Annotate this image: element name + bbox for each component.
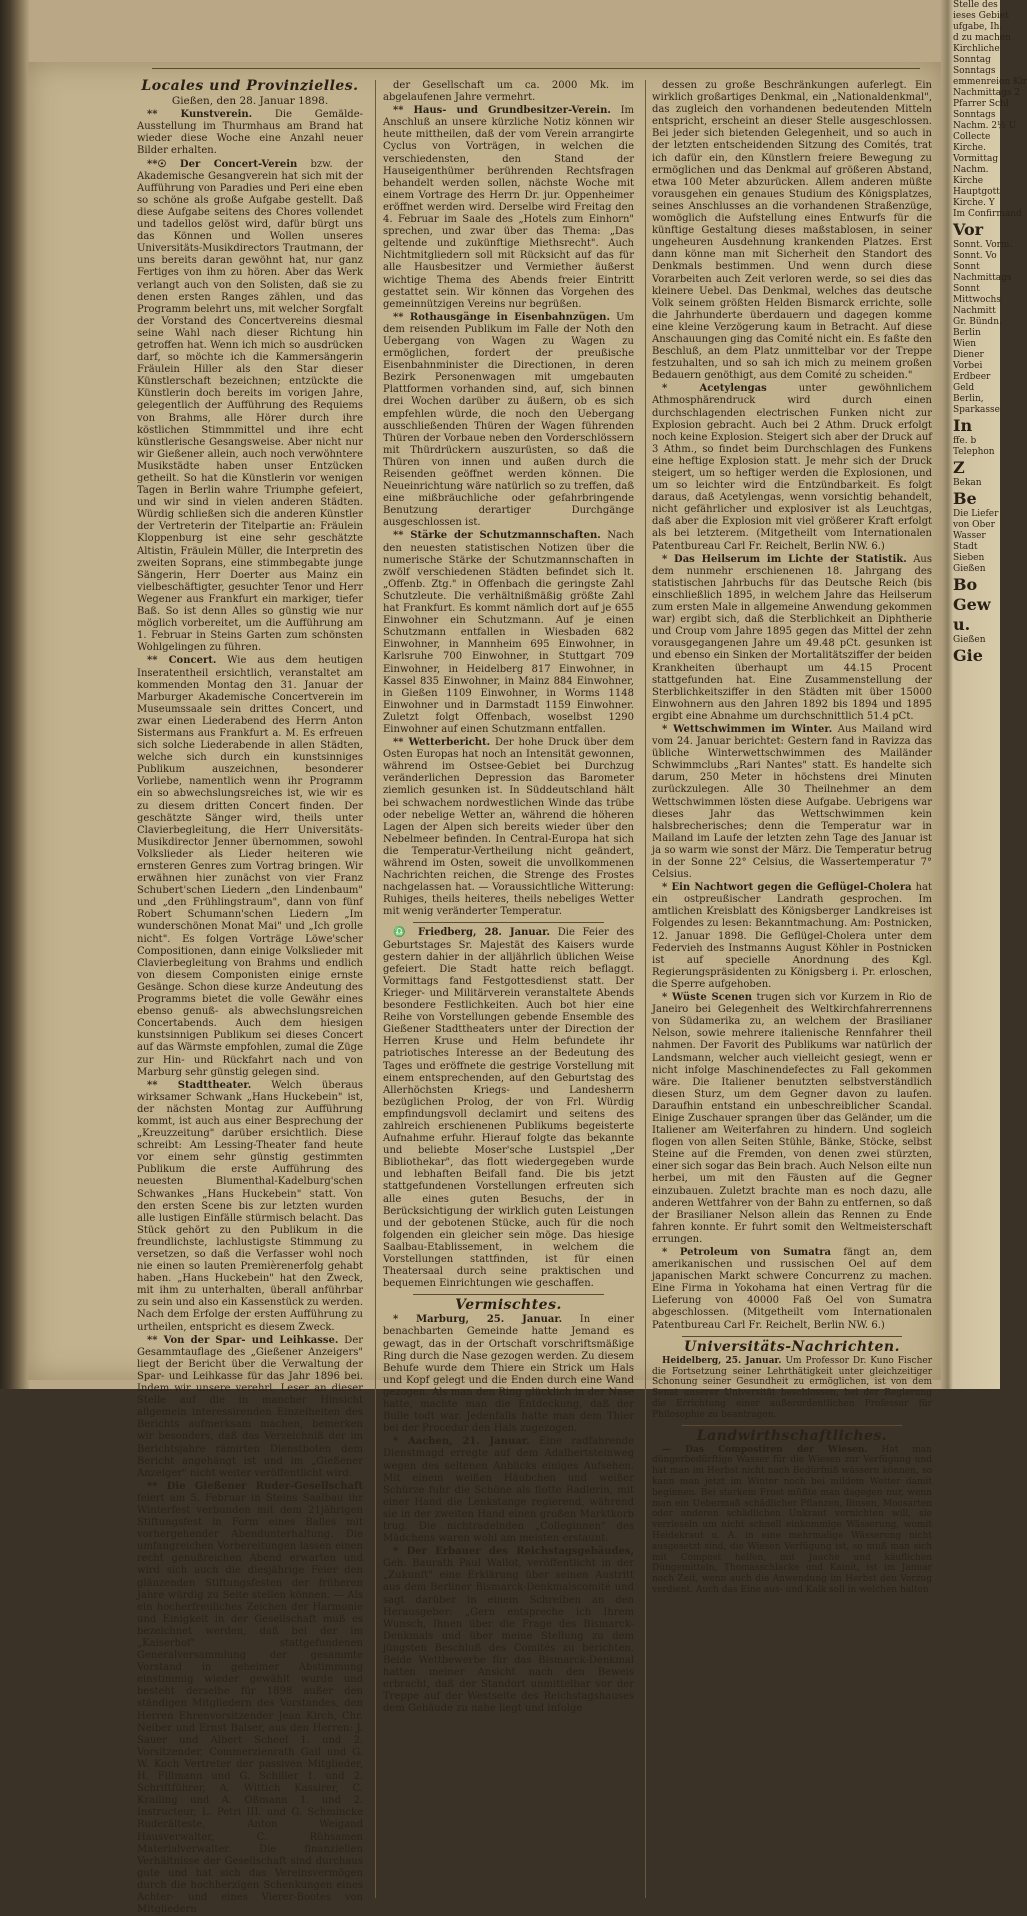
- vermischtes-heading: Vermischtes.: [455, 1297, 562, 1314]
- article-paragraph: [652, 992, 932, 1246]
- column-1-articles: [137, 109, 363, 1916]
- article-paragraph: [383, 312, 634, 530]
- university-news: Heidelberg, 25. Januar. Um Professor Dr. Kuno Fischer die Fortsetzung seiner Lehrthätigkeit unter gleichzeitiger Schonung seiner Gesundheit zu ermöglichen, ist von dem Senat unserer Universität beschlossen, bei der Regierung die Errichtung einer außerordentlichen Professur für Philosophie zu beantragen.: [652, 1355, 932, 1420]
- article-paragraph: [383, 530, 634, 736]
- adjacent-page-line: von Ober: [953, 520, 995, 530]
- article-paragraph: [137, 109, 363, 157]
- article-lead: ** Haus- und Grundbesitzer-Verein.: [393, 105, 611, 117]
- adjacent-page-line: Vor: [953, 220, 984, 239]
- article-lead: * Das Heilserum im Lichte der Statistik.: [662, 553, 907, 565]
- vermischtes-articles: [383, 1314, 634, 1715]
- article-text: trugen sich vor Kurzem in Rio de Janeiro bei Gelegenheit des Weltkirchfahrerrennens von Südamerika zu, an welchem der Brasilianer Nelson, sowie mehrere italienische Rennfahrer theil nahmen. Der Favorit des Publikums war natürlich der Landsmann, welcher auch vielleicht gesiegt, wenn er nicht infolge Maschinendefectes zu Fall gekommen wäre. Die Italiener benutzten selbstverständlich diesen Sturz, um dem Gegner davon zu laufen. Daraufhin entstand ein unbeschreiblicher Scandal. Einige Zuschauer sprangen über das Geländer, um die Italiener am Weiterfahren zu hindern. Und sogleich flogen von allen Seiten Stühle, Bänke, Stöcke, selbst Steine auf die Fremden, von denen zwei stürzten, einer sich sogar das Bein brach. Auch Nelson eilte nun herbei, um mit den Fäusten auf die Gegner einzubauen. Zuletzt brachte man es noch dazu, alle anderen Wettfahrer von der Bahn zu entfernen, so daß der Brasilianer Nelson allein das Rennen zu Ende fahren konnte. Er fuhrt somit den Weltmeisterschaft errungen.: [652, 992, 932, 1245]
- adjacent-page-line: Bo: [953, 575, 978, 594]
- article-text: bzw. der Akademische Gesangverein hat sich mit der Aufführung von Paradies und Peri eine eben so schöne als große Aufgabe gestellt. Daß diese Aufgabe seitens des Chores vollendet und tadellos gelöst wird, dafür bürgt uns das Können und Wollen unseres Universitäts-Musikdirectors Trautmann, der uns bereits daran gewöhnt hat, nur ganz Fertiges von ihm zu hören. Aber das Werk verlangt auch von den Solisten, daß sie zu denen ersten Ranges zählen, und das Programm belehrt uns, mit welcher Sorgfalt der Vorstand des Concertvereins diesmal seine Wahl nach dieser Richtung hin getroffen hat. Wenn ich mich so ausdrücken darf, so möchte ich die Kammersängerin Fräulein Hiller als den Star dieser Künstlerschaft bezeichnen; entzückte die Künstlerin doch bereits im vorigen Jahre, gelegentlich der Aufführung des Requiems von Brahms, alle Hörer durch ihre köstlichen Stimmmittel und ihre echt künstlerische Gesangsweise. Aber nicht nur wir Gießener allein, auch noch verwöhntere Musikstädte haben unser Entzücken getheilt. So hat die Künstlerin vor wenigen Tagen in Berlin wahre Triumphe gefeiert, und wir sind in vielen anderen Städten. Würdig schließen sich die anderen Künstler der Vertreterin der Titelpartie an: Fräulein Kloppenburg ist eine sehr geschätzte Altistin, Fräulein Müller, die Interpretin des zweiten Soprans, eine stimmbegabte junge Sängerin, Herr Doerter aus Mainz ein vielbeschäftigter, gesuchter Tenor und Herr Wegener aus Frankfurt ein markiger, tiefer Baß. So ist denn Alles so günstig wie nur möglich vorbereitet, um die Aufführung am 1. Februar in Steins Garten zum schönsten Wohlgelingen zu führen.: [137, 158, 363, 654]
- adjacent-page-line: Nachmittags: [953, 273, 1012, 283]
- article-divider: [413, 1294, 604, 1295]
- column-2-articles: [383, 80, 634, 918]
- adjacent-page-line: Be: [953, 489, 977, 508]
- article-lead: ** Von der Spar- und Leihkasse.: [147, 1334, 339, 1346]
- adjacent-page-line: In: [953, 416, 973, 435]
- article-paragraph: [383, 1436, 634, 1545]
- adjacent-page-line: ieses Gebiet: [953, 11, 1009, 21]
- adjacent-page-line: Diener: [953, 350, 984, 360]
- adjacent-page-line: Z: [953, 458, 965, 477]
- article-lead: * Marburg, 25. Januar.: [393, 1314, 563, 1326]
- article-paragraph: [383, 737, 634, 918]
- article-paragraph: [383, 1546, 634, 1715]
- adjacent-page-line: Sonntags: [953, 66, 996, 76]
- adjacent-page-line: Kirche. Y: [953, 198, 995, 208]
- section-heading: Locales und Provinzielles.: [141, 78, 359, 94]
- adjacent-page-line: Geld: [953, 383, 975, 393]
- adjacent-page-line: Nachm.: [953, 165, 989, 175]
- adjacent-page-line: ufgabe, Ih.: [953, 22, 1003, 32]
- article-paragraph: [652, 724, 932, 881]
- article-text: Aus dem nunmehr erschienenen 18. Jahrgang des statistischen Jahrbuchs für das Deutsche Reich (bis einschließlich 1895, in welchem Jahre das Heilserum zum ersten Male in allgemeine Anwendung gekommen war) ergibt sich, daß die Sterblichkeit an Diphtherie und Croup vom Jahre 1895 gegen das Mittel der zehn vorausgegangenen Jahre um 49.48 pCt. gesunken ist und ebenso ein Sinken der Mortalitätsziffer der beiden Krankheiten überhaupt um 44.15 Procent stattgefunden hat. Eine Zusammenstellung der Sterblichkeitsziffer in den Städten mit über 15000 Einwohnern aus den Jahren 1892 bis 1894 und 1895 ergibt eine Abnahme um durchschnittlich 51.4 pCt.: [652, 553, 932, 722]
- adjacent-page-line: Mittwochs: [953, 295, 1001, 305]
- article-lead: * Wettschwimmen im Winter.: [662, 723, 833, 735]
- article-paragraph: [652, 554, 932, 723]
- adjacent-page-line: Sonnt. Vo: [953, 251, 997, 261]
- adjacent-page-line: Wasser: [953, 531, 986, 541]
- article-paragraph: [137, 1335, 363, 1480]
- article-lead: * Der Erbauer des Reichstagsgebäudes,: [393, 1546, 634, 1558]
- adjacent-page-line: Vormittag: [953, 154, 999, 164]
- adjacent-page-line: Kirchliche: [953, 44, 1000, 54]
- article-paragraph: [652, 383, 932, 552]
- article-lead: ** Rothausgänge in Eisenbahnzügen.: [393, 311, 610, 323]
- article-text: Wie aus dem heutigen Inseratentheil ersichtlich, veranstaltet am kommenden Montag den 31. Januar der Marburger Akademische Concertverein im Museumssaale sein drittes Concert, und zwar einen Liederabend des Herrn Anton Sistermans aus Frankfurt a. M. Es erfreuen sich solche Liederabende in allen Städten, welche sich durch ein kunstsinniges Publikum auszeichnen, besonderer Vorliebe, namentlich wenn ihr Programm ein so abwechslungsreiches ist, wie wir es zu diesem dritten Concert finden. Der geschätzte Sänger wird, theils unter Clavierbegleitung, die Herr Universitäts-Musikdirector Jenner übernommen, sowohl Volkslieder als Lieder heiteren wie ernsteren Genres zum Vortrag bringen. Wir erwähnen hier zunächst von vier Franz Schubert'schen Liedern „den Lindenbaum" und „den Frühlingstraum", dann von fünf Robert Schumann'schen Liedern „Im wunderschönen Monat Mai" und „Ich grolle nicht". Es folgen Vorträge Löwe'scher Compositionen, dann einige Volkslieder mit Clavierbegleitung von Brahms und endlich von diesem Componisten einige ernste Gesänge. Schon diese kurze Andeutung des Programms bietet die volle Gewähr eines ebenso genuß- als abwechslungsreichen Concertabends. Auch dem hiesigen kunstsinnigen Publikum sei dieses Concert auf das Wärmste empfohlen, zumal die Züge zur Hin- und Rückfahrt nach und von Marburg sehr günstig gelegen sind.: [137, 655, 363, 1078]
- adjacent-page-line: d zu machen: [953, 33, 1011, 43]
- adjacent-page-line: Sparkasse: [953, 405, 1000, 415]
- article-paragraph: [652, 1247, 932, 1332]
- adjacent-page-line: Sonntags: [953, 110, 996, 120]
- adjacent-page-line: Wien: [953, 339, 977, 349]
- adjacent-page-line: Nachmitt: [953, 306, 996, 316]
- article-text: Nach den neuesten statistischen Notizen über die numerische Stärke der Schutzmannschaften in zwölf verschiedenen Städten befindet sich lt. „Offenb. Ztg." in Offenbach die geringste Zahl Schutzleute. Die verhältnißmäßig größte Zahl hat Frankfurt. Es kommt nämlich dort auf je 655 Einwohner ein Schutzmann. Auf je einen Schutzmann entfallen in Wiesbaden 682 Einwohner, in Mannheim 695 Einwohner, in Karlsruhe 700 Einwohner, in Stuttgart 709 Einwohner, in Heidelberg 817 Einwohner, in Kassel 835 Einwohner, in Mainz 884 Einwohner, in Gießen 1109 Einwohner, in Worms 1148 Einwohner und in Darmstadt 1159 Einwohner. Zuletzt folgt Offenbach, woselbst 1290 Einwohner auf einen Schutzmann entfallen.: [383, 530, 634, 735]
- article-paragraph: [137, 1481, 363, 1916]
- column-divider: [375, 80, 376, 1898]
- article-text: Im Anschluß an unsere kürzliche Notiz können wir heute mittheilen, daß der vom Verein arrangirte Cyclus von Vorträgen, in welchen die verschiedensten, den Stand der Hauseigenthümer berührenden Rechtsfragen behandelt werden sollen, nächste Woche mit einem Vortrage des Herrn Dr. jur. Oppenheimer eröffnet werden wird. Derselbe wird Freitag den 4. Februar im Saale des „Hotels zum Einhorn" sprechen, und zwar über das Thema: „Das geltende und zukünftige Miethsrecht". Auch Nichtmitgliedern soll mit Rücksicht auf das für alle Hausbesitzer und Vermiether äußerst wichtige Thema des Abends freier Eintritt gestattet sein. Wir können das Vorgehen des gemeinnützigen Vereins nur begrüßen.: [383, 105, 634, 310]
- article-paragraph: [383, 80, 634, 104]
- adjacent-page-line: Gießen: [953, 564, 986, 574]
- article-paragraph: [137, 655, 363, 1078]
- column-divider: [645, 80, 646, 1898]
- adjacent-page-line: Gie: [953, 646, 983, 665]
- article-lead: ** Die Gießener Ruder-Gesellschaft: [147, 1480, 363, 1492]
- article-lead: ** Stärke der Schutzmannschaften.: [393, 530, 601, 542]
- agriculture-news: — Das Compostiren der Wiesen. Hat man düngerbedürftige Wasser für die Wiesen zur Verfügung und hat man im Herbst nicht nach Bedürfniß wässern können, so kann man jetzt im Winter noch bei mildem Wetter damit beginnen. Bei starkem Frost müßte man dagegen nur, wenn man ein Uebermaß schädlicher Pflanzen, Binsen, Moosarten oder anderen schädlichen Unkraut vernichten will, sie verrieseln um nicht schnell einkommige Wässerung, womit Heidekraut u. A. in eine mehrmalige Wässerung nicht ausgesetzt sind, die Wiesen Verfügung ist, so muß man sich mit Compost helfen, mit Jauche und käuflichen Düngemitteln, Thomasschlacke und Kainit, ist im Januar noch Zeit, wenn auch die Anwendung im Herbst den Vorzug verdient. Auch das Eine aus- und Kalk soll in welchen halten: [652, 1444, 932, 1595]
- article-text: In einer benachbarten Gemeinde hatte Jemand es gewagt, das in der Ortschaft vorschriftsmäßige Ring durch die Nase gezogen werden. Zu diesem Behufe wurde dem Thiere ein Strick um Hals und Kopf gelegt und die Enden durch eine Wand gezogen. Als man den Ring glücklich in der Nase hatte, machte man die Entdeckung, daß der Bulle todt war. Jedenfalls hatte man dem Thier bei der Procedur den Hals zugezogen.: [383, 1314, 634, 1435]
- article-text: hat ein ostpreußischer Landrath gesprochen. Im amtlichen Kreisblatt des Königsberger Landkreises ist Folgendes zu lesen: Bekanntmachung. Am: Postnicken, 12. Januar 1898. Die Geflügel-Cholera unter dem Federvieh des Instmanns August Köhler in Postnicken ist auf specielle Anordnung des Kgl. Regierungspräsidenten zu Königsberg i. Pr. erloschen, die Sperre aufgehoben.: [652, 882, 932, 990]
- adjacent-page-line: Erdbeer: [953, 372, 991, 382]
- article-text: Die Feier des Geburtstages Sr. Majestät des Kaisers wurde gestern dahier in der alljährlich üblichen Weise gefeiert. Die Stadt hatte reich beflaggt. Vormittags fand Festgottesdienst statt. Der Krieger- und Militärverein veranstaltete Abends besondere Festlichkeiten. Auch bot hier eine Reihe von Vorstellungen gebende Ensemble des Gießener Stadttheaters unter der Direction der Herren Kruse und Helm befundete ihr patriotisches Interesse an der Bedeutung des Tages und eröffnete die gestrige Vorstellung mit einem entsprechenden, auf den Geburtstag des Allerhöchsten Kriegs- und Landesherrn bezüglichen Prolog, der von Frl. Würdig empfindungsvoll declamirt und seitens des zahlreich erschienenen Publikums begeisterte Aufnahme erfuhr. Hierauf folgte das bekannte und beliebte Moser'sche Lustspiel „Der Bibliothekar", das flott wiedergegeben wurde und lebhaften Beifall fand. Die bis jetzt stattgefundenen Vorstellungen erfreuten sich alle eines guten Besuchs, der in Berücksichtigung der wirklich guten Leistungen und der gebotenen Stücke, auch für die noch folgenden ein gleicher sein möge. Das hiesige Saalbau-Etablissement, in welchem die Vorstellungen stattfinden, ist für einen Theatersaal durch seine praktischen und bequemen Einrichtungen wie geschaffen.: [383, 927, 634, 1290]
- article-lead: ** Kunstverein.: [147, 109, 253, 121]
- article-text: Aus Mailand wird vom 24. Januar berichtet: Gestern fand in Ravizza das übliche Winterwettschwimmen des Mailänder Schwimmclubs „Rari Nantes" statt. Es handelte sich darum, 250 Meter in höchstens drei Minuten zurückzulegen. Alle 30 Theilnehmer an dem Wettschwimmen lösten diese Aufgabe. Uebrigens war dieses Jahr das Wettschwimmen kein halsbrecherisches; denn die Temperatur war in Mailand im Laufe der letzten zehn Tage des Januar ist ja so warm wie sonst der März. Die Temperatur betrug in der Sonne 22° Celsius, die Wassertemperatur 7° Celsius.: [652, 723, 932, 881]
- article-text: Die Gemälde-Ausstellung im Thurmhaus am Brand hat wieder diese Woche eine Anzahl neuer Bilder erhalten.: [137, 109, 363, 157]
- adjacent-page-line: u.: [953, 615, 971, 634]
- adjacent-page-line: Sonnt. Vorm.: [953, 240, 1013, 250]
- adjacent-page-line: Berlin: [953, 328, 981, 338]
- adjacent-page-line: Die Liefer: [953, 509, 999, 519]
- article-text: Der Gesammtauflage des „Gießener Anzeigers" liegt der Bericht über die Verwaltung der Spar- und Leihkasse für das Jahr 1896 bei. Indem wir unsere verehrl. Leser an dieser Stelle auf die in mancher Hinsicht allgemein interessirenden Einzelheiten des Berichts aufmerksam machen, bemerken wir besonders, daß das Verzeichniß der im Berichtsjahre rämirten Dienstboten dem Bericht angehängt ist und im „Gießener Anzeiger" nicht weiter veröffentlicht wird.: [137, 1334, 364, 1479]
- article-paragraph: [652, 882, 932, 991]
- adjacent-page-line: Pfarrer Schl: [953, 99, 1009, 109]
- adjacent-page-line: Nachmittags 2: [953, 88, 1021, 98]
- adjacent-page-line: Kirche.: [953, 143, 986, 153]
- article-text: Geh. Baurath Paul Wallot, veröffentlicht in der „Zukunft" eine Erklärung über seinen Austritt aus dem Berliner Bismarck-Denkmalscomité und sagt darüber in einem Schreiben an den Herausgeber: „Gern entspreche ich Ihrem Wunsch, Ihnen über die Frage des Bismarck-Denkmals und über meine Stellung zu dem jüngsten Beschluß des Comités zu berichten. Beide Wettbewerbe für das Bismarck-Denkmal hatten meiner Ansicht nach den Beweis erbracht, daß der Standort unmittelbar vor der Treppe auf der Westseite des Reichstagshauses dem Gebäude zu nahe liegt und infolge: [383, 1558, 634, 1715]
- column-1: [137, 78, 364, 1916]
- adjacent-page-line: Bekan: [953, 478, 982, 488]
- adjacent-page-line: Gießen: [953, 635, 986, 645]
- adjacent-page-line: Gew: [953, 595, 991, 614]
- adjacent-page-line: Stadt: [953, 542, 978, 552]
- adjacent-page-line: Kirche: [953, 176, 984, 186]
- adjacent-page-line: Telephon: [953, 447, 995, 457]
- article-text: Welch überaus wirksamer Schwank „Hans Huckebein" ist, der nächsten Montag zur Aufführung kommt, ist auch aus einer Besprechung der „Kreuzzeitung" darüber ersichtlich. Diese schreibt: Am Lessing-Theater fand heute vor einem sehr günstig gestimmten Publikum die erste Aufführung des neuesten Blumenthal-Kadelburg'schen Schwankes „Hans Huckebein" statt. Von den ersten Scene bis zur letzten wurden alle lustigen Einfälle stürmisch belacht. Das Stück gehört zu den Publikum in die freundlichste, lachlustigste Stimmung zu versetzen, so daß die Verfasser wohl noch nie einen so lauten Premièrenerfolg gehabt haben. „Hans Huckebein" hat den Zweck, mit ihm zu unterhalten, überall anführbar zu sein und also ein Kassenstück zu werden. Nach dem Erfolge der ersten Aufführung zu urtheilen, entspricht es diesem Zweck.: [137, 1079, 364, 1333]
- article-text: Der hohe Druck über dem Osten Europas hat noch an Intensität gewonnen, während im Ostsee-Gebiet bei Durchzug veränderlichen Depression das Barometer ziemlich gesunken ist. In Süddeutschland hält bei schwachem nordwestlichen Winde das trübe oder nebelige Wetter an, während die höheren Lagen der Alpen sich bereits wieder über den Nebelmeer befinden. In Central-Europa hat sich die Temperatur-Vertheilung nicht geändert, während im Osten, soweit die unvollkommenen Nachrichten reichen, die Strenge des Frostes nachgelassen hat. — Voraussichtliche Witterung: Ruhiges, theils heiteres, theils nebeliges Wetter mit wenig veränderter Temperatur.: [383, 737, 634, 918]
- adjacent-page-line: Im Confirmand: [953, 209, 1022, 219]
- article-lead: ♎ Friedberg, 28. Januar.: [393, 927, 550, 939]
- adjacent-page-strip: [953, 0, 1027, 1389]
- adjacent-page-line: Stelle des: [953, 0, 998, 10]
- article-paragraph: [383, 105, 634, 311]
- adjacent-page-line: Berlin,: [953, 394, 984, 404]
- article-lead: * Petroleum von Sumatra: [662, 1247, 832, 1258]
- article-text: der Gesellschaft um ca. 2000 Mk. im abgelaufenen Jahre vermehrt.: [383, 80, 634, 104]
- adjacent-page-line: Sonnt: [953, 262, 980, 272]
- adjacent-page-line: Vorbei: [953, 361, 983, 371]
- adjacent-page-line: Sonntag: [953, 55, 991, 65]
- article-text: unter gewöhnlichem Athmosphärendruck wird durch einen durchschlagenden electrischen Funken nicht zur Explosion gebracht. Auch bei 2 Athm. Druck erfolgt noch keine Explosion. Steigert sich aber der Druck auf 3 Athm., so findet beim Durchschlagen des Funkens eine heftige Explosion statt. Je mehr sich der Druck steigert, um so heftiger werden die Explosionen, und um so leichter wird die Entzündbarkeit. Es folgt daraus, daß Acetylengas, wenn vorsichtig behandelt, nicht gefährlicher und explosiver ist als Leuchtgas, daß aber die Explosion mit viel größerer Kraft erfolgt als bei letzterem. (Mitgetheilt vom Internationalen Patentbureau Carl Fr. Reichelt, Berlin NW. 6.): [652, 383, 932, 552]
- article-lead: ** Wetterbericht.: [393, 737, 491, 749]
- adjacent-page-line: Nachm. 2½ U: [953, 121, 1017, 131]
- article-text: Um dem reisenden Publikum im Falle der Noth den Uebergang von Wagen zu Wagen zu ermöglichen, fordert der preußische Eisenbahnminister die Directionen, in deren Bezirk Personenwagen mit umgebauten Plattformen vorhanden sind, auf, sich binnen drei Wochen darüber zu äußern, ob es sich empfehlen würde, die noch den Uebergang ausschließenden Thüren der Wagen führenden Thüren der Vorbaue neben den Vorderschlössern mit Thürdrückern auszurüsten, so daß die Thüren von innen und außen durch die Reisenden geöffnet werden können. Die Neueinrichtung wäre natürlich so zu treffen, daß eine mißbräuchliche oder gefahrbringende Benutzung derartiger Durchgänge ausgeschlossen ist.: [383, 311, 634, 529]
- landwirthschaft-heading: Landwirthschaftliches.: [696, 1427, 888, 1444]
- top-rule: [152, 68, 920, 69]
- article-lead: * Wüste Scenen: [662, 992, 753, 1004]
- article-lead: ** Concert.: [147, 655, 217, 667]
- adjacent-page-line: Hauptgott: [953, 187, 1000, 197]
- article-divider: [682, 1425, 902, 1426]
- article-lead: * Ein Nachtwort gegen die Geflügel-Cholera: [662, 882, 912, 894]
- article-paragraph: [652, 80, 932, 382]
- universitaets-heading: Universitäts-Nachrichten.: [684, 1338, 900, 1355]
- adjacent-page-line: Sonnt: [953, 284, 980, 294]
- article-lead: ** Stadttheater.: [147, 1079, 252, 1091]
- adjacent-page-line: Sieben: [953, 553, 985, 563]
- article-text: feiert am 5. Februar in Steins Saalbau ihr Winterfest verbunden mit dem 21jährigen Stiftungsfest in Form eines Balles mit vorhergehender Abendunterhaltung. Die umfangreichen Vorbereitungen lassen einen recht genußreichen Abend erwarten und wird sich auch die diesjährige Feier den glänzenden Stiftungsfesten der früheren Jahre würdig zu Seite stellen können. — Als ein hocherfreuliches Zeichen der Harmonie und Einigkeit in der Gesellschaft muß es bezeichnet werden, daß bei der im „Kaiserhof" stattgefundenen Generalversammlung der gesammte Vorstand in geheimer Abstimmung einstimmig wieder gewählt wurde und besteht derselbe für 1898 außer den ständigen Mitgliedern des Vorstandes, den Herren Ehrenvorsitzender Jean Kirch, Chr. Neiber und Ernst Balser, aus den Herren: J. Sauer und Albert Scheel 1. und 2. Vorsitzender, Commerzienrath Gail und G. W. Koch Vertreter der passiven Mitglieder, H. Fillmann und G. Schiller 1. und 2. Schriftführer, A. Wittich Kassirer, C. Krailing und A. Oßmann 1. und 2. Instructeur, L. Petri III. und G. Schmincke Ruderälteste, Anton Weigand Hausverwalter, C. Rühsamen Materialverwalter. Die finanziellen Verhältnisse der Gesellschaft sind durchaus gute und hat sich das Vereinsvermögen durch die hochherzigen Schenkungen eines Achter- und eines Vierer-Bootes von Mitgliedern: [137, 1492, 363, 1916]
- article-paragraph: [383, 927, 634, 1290]
- column-3: [652, 80, 932, 1908]
- dateline: Gießen, den 28. Januar 1898.: [171, 95, 329, 108]
- adjacent-page-line: ffe. b: [953, 436, 977, 446]
- article-text: fängt an, dem amerikanischen und russischen Oel auf dem japanischen Markt schwere Concurrenz zu machen. Eine Firma in Yokohama hat einen Vertrag für die Lieferung von 40000 Faß Oel von Sumatra abgeschlossen. (Mitgetheilt vom Internationalen Patentbureau Carl Fr. Reichelt, Berlin NW. 6.): [652, 1247, 933, 1331]
- adjacent-page-line: Gr. Bündn.: [953, 317, 1002, 327]
- article-lead: **☉ Der Concert-Verein: [147, 158, 298, 170]
- column-2: [383, 80, 634, 1908]
- article-paragraph: [137, 1080, 363, 1334]
- article-lead: * Acetylengas: [662, 383, 767, 395]
- article-paragraph: [383, 1314, 634, 1435]
- article-divider: [413, 922, 604, 923]
- adjacent-page-line: emmenreien Kir: [953, 77, 1027, 87]
- article-text: Eine radfahrende Dienstmagd erregte auf dem Adalbertsteinweg wegen des seltenen Anblicks einiges Aufsehen. Mit einem weißen Häubchen und weißer Schürze fuhr die Schöne als flotte Radlerin, mit einer Hand die Lenkstange regierend, während sie in der zweiten Hand einen großen Marktkorb trug. Die nichtradelnden „Colleginnen" des Mädchens waren wohl am meisten erstaunt.: [383, 1436, 634, 1545]
- article-text: dessen zu große Beschränkungen auferlegt. Ein wirklich großartiges Denkmal, ein „Nationaldenkmal", das zugleich den vorhandenen bedeutenden Mitteln entspricht, erscheint an dieser Stelle ausgeschlossen. Bei jeder sich bietenden Gelegenheit, und so auch in der letzten entscheidenden Sitzung des Comités, trat ich dafür ein, den Künstlern freiere Bewegung zu ermöglichen und das Denkmal auf größeren Abstand, etwa 100 Meter abzurücken. Allem anderen müßte vorausgehen ein genaues Studium des Königsplatzes, seines Anschlusses an die vorhandenen Straßenzüge, womöglich die Aufstellung eines Entwurfs für die künftige Gestaltung dieses maßstablosen, in seiner ungeheuren Ausdehnung krankenden Platzes. Erst dann könne man mit Sicherheit den Standort des Denkmals bestimmen. Und wenn durch diese Vorarbeiten auch Zeit verloren werde, so sei dies das kleinere Uebel. Das Denkmal, welches das deutsche Volk seinem größten Helden Bismarck errichte, solle die Jahrhunderte überdauern und dagegen komme eine kleine Verzögerung kaum in Betracht. Auf diese Anschauungen ging das Comité nicht ein. Es faßte den Beschluß, an dem Platz unmittelbar vor der Treppe festzuhalten, und so sah ich mich zu meinem großen Bedauern genöthigt, aus dem Comité zu scheiden.": [652, 80, 932, 382]
- article-paragraph: [137, 159, 363, 655]
- article-divider: [682, 1336, 902, 1337]
- column-3-articles: [652, 80, 932, 1332]
- article-lead: * Aachen, 21. Januar.: [393, 1436, 530, 1448]
- friedberg-article: [383, 927, 634, 1290]
- adjacent-page-line: Collecte: [953, 132, 991, 142]
